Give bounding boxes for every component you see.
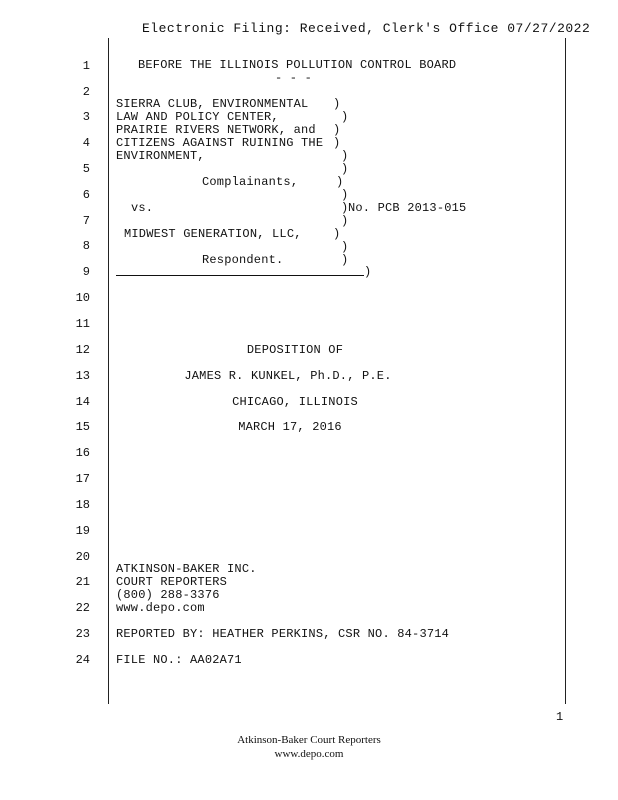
complainant-line: ENVIRONMENT, [116,149,205,163]
caption-paren: ) [341,240,349,254]
board-heading: BEFORE THE ILLINOIS POLLUTION CONTROL BOARD [138,58,457,72]
caption-paren: ) [341,201,349,215]
complainant-line: CITIZENS AGAINST RUINING THE [116,136,324,150]
line-number: 21 [75,575,90,589]
line-number: 17 [75,472,90,486]
line-number: 1 [82,59,90,73]
filing-stamp: Electronic Filing: Received, Clerk's Office 07/27/2022 [142,21,591,36]
line-number: 12 [75,343,90,357]
deposition-title: DEPOSITION OF [246,343,344,357]
versus-label: vs. [131,201,154,215]
caption-paren: ) [336,175,344,189]
caption-paren: ) [333,227,341,241]
respondent-name: MIDWEST GENERATION, LLC, [124,227,302,241]
caption-paren: ) [341,188,349,202]
caption-paren: ) [333,97,341,111]
caption-paren: ) [341,110,349,124]
reporter-phone: (800) 288-3376 [116,588,220,602]
complainant-line: SIERRA CLUB, ENVIRONMENTAL [116,97,309,111]
reporter-web: www.depo.com [116,601,205,615]
deposition-date: MARCH 17, 2016 [238,420,342,434]
line-number: 7 [82,214,90,228]
line-number: 10 [75,291,90,305]
deposition-location: CHICAGO, ILLINOIS [232,395,358,409]
line-number: 14 [75,395,90,409]
reporter-role: COURT REPORTERS [116,575,228,589]
reported-by: REPORTED BY: HEATHER PERKINS, CSR NO. 84-3714 [116,627,450,641]
line-number: 19 [75,524,90,538]
caption-paren: ) [341,149,349,163]
complainant-line: PRAIRIE RIVERS NETWORK, and [116,123,316,137]
footer-url: www.depo.com [274,748,344,760]
line-number: 20 [75,550,90,564]
line-number: 5 [82,162,90,176]
complainant-line: LAW AND POLICY CENTER, [116,110,279,124]
caption-paren: ) [341,253,349,267]
caption-paren: ) [333,136,341,150]
line-number: 23 [75,627,90,641]
line-number: 6 [82,188,90,202]
page-number: 1 [556,710,564,724]
line-number: 3 [82,110,90,124]
reporter-firm: ATKINSON-BAKER INC. [116,562,257,576]
caption-underline [116,275,364,276]
footer-company: Atkinson-Baker Court Reporters [237,734,381,746]
caption-paren: ) [333,123,341,137]
line-number: 16 [75,446,90,460]
line-number: 15 [75,420,90,434]
line-number: 22 [75,601,90,615]
caption-paren: ) [364,265,372,279]
line-number: 11 [75,317,90,331]
line-number: 2 [82,85,90,99]
line-number: 18 [75,498,90,512]
respondent-label: Respondent. [202,253,284,267]
heading-dashes: - - - [275,71,313,85]
line-number: 9 [82,265,90,279]
caption-paren: ) [341,162,349,176]
line-number: 13 [75,369,90,383]
line-number: 24 [75,653,90,667]
line-number: 4 [82,136,90,150]
caption-paren: ) [341,214,349,228]
witness-name: JAMES R. KUNKEL, Ph.D., P.E. [184,369,392,383]
complainants-label: Complainants, [202,175,299,189]
file-number: FILE NO.: AA02A71 [116,653,242,667]
case-number: No. PCB 2013-015 [348,201,467,215]
line-number: 8 [82,239,90,253]
